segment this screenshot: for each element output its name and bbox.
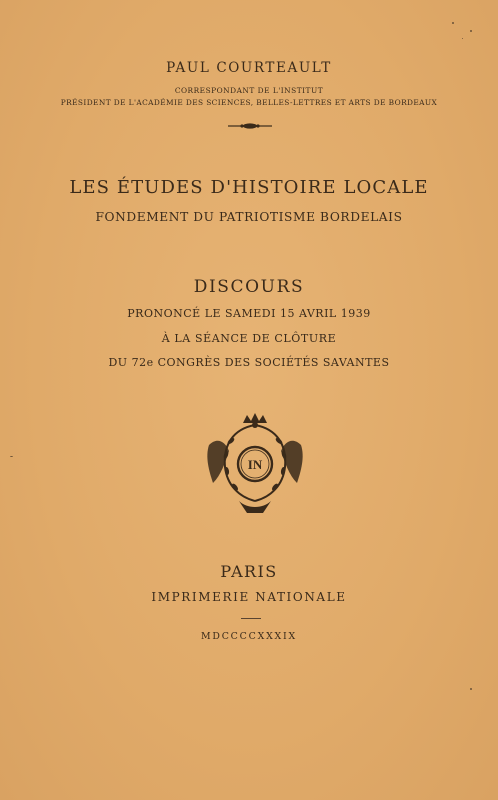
imprint-rule	[241, 618, 261, 619]
imprint-printer: IMPRIMERIE NATIONALE	[151, 590, 347, 604]
author-affiliation-academie: PRÉSIDENT DE L'ACADÉMIE DES SCIENCES, BELLES-LETTRES ET ARTS DE BORDEAUX	[60, 98, 438, 107]
paper-speck	[10, 456, 13, 457]
imprint-city: PARIS	[220, 562, 278, 581]
paper-speck	[462, 38, 463, 39]
discourse-congress-line: DU 72e CONGRÈS DES SOCIÉTÉS SAVANTES	[108, 356, 390, 369]
work-title: LES ÉTUDES D'HISTOIRE LOCALE	[69, 177, 429, 198]
discourse-session-line: À LA SÉANCE DE CLÔTURE	[161, 332, 337, 345]
discourse-heading: DISCOURS	[193, 277, 305, 297]
paper-speck	[452, 22, 454, 24]
discourse-date-line: PRONONCÉ LE SAMEDI 15 AVRIL 1939	[127, 307, 371, 320]
paper-speck	[470, 30, 472, 32]
imprint-date: MDCCCCXXXIX	[200, 631, 297, 642]
imprimerie-nationale-seal-icon	[203, 411, 307, 517]
paper-speck	[470, 688, 472, 690]
author-name: PAUL COURTEAULT	[166, 60, 332, 76]
author-affiliation-institut: CORRESPONDANT DE L'INSTITUT	[174, 86, 324, 95]
ornament-divider-icon	[228, 122, 272, 130]
work-subtitle: FONDEMENT DU PATRIOTISME BORDELAIS	[95, 210, 403, 224]
seal-monogram: IN	[247, 457, 263, 472]
